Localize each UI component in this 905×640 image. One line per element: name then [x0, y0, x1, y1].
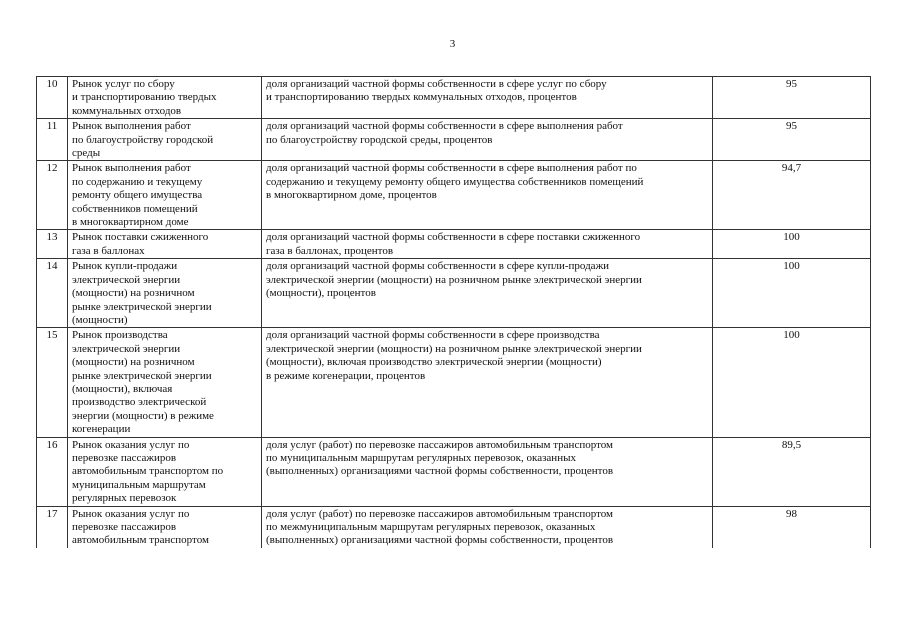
- indicator-line: доля организаций частной формы собственности в сфере выполнения работ: [266, 120, 623, 133]
- indicator-line: электрической энергии (мощности) на розничном рынке электрической энергии: [266, 273, 642, 286]
- indicator-line: доля организаций частной формы собственности в сфере поставки сжиженного: [266, 231, 641, 244]
- row-number-cell: 14: [37, 259, 68, 328]
- market-name-line: Рынок оказания услуг по: [72, 438, 190, 451]
- indicator-cell: [262, 259, 713, 328]
- table-row: [37, 77, 871, 119]
- market-name-line: по содержанию и текущему: [72, 175, 203, 188]
- market-name-line: перевозке пассажиров: [72, 521, 177, 533]
- market-name-cell: [68, 328, 262, 437]
- page-number: 3: [449, 38, 456, 50]
- market-name-line: автомобильным транспортом: [72, 534, 209, 547]
- market-name-cell: [68, 161, 262, 230]
- row-number-cell: 13: [37, 230, 68, 259]
- market-name-line: ремонту общего имущества: [72, 189, 203, 202]
- indicator-line: по муниципальным маршрутам регулярных перевозок, оказанных: [266, 451, 576, 464]
- target-value-cell: 89,5: [713, 437, 871, 506]
- market-name-line: в многоквартирном доме: [72, 216, 189, 229]
- target-value-cell: 100: [713, 259, 871, 328]
- indicator-line: в режиме когенерации, процентов: [266, 369, 426, 382]
- table-row: [37, 437, 871, 506]
- indicator-line: (выполненных) организациями частной формы собственности, процентов: [266, 534, 614, 547]
- market-name-line: Рынок выполнения работ: [72, 162, 191, 175]
- indicator-line: доля организаций частной формы собственности в сфере услуг по сбору: [266, 78, 607, 90]
- market-name-line: регулярных перевозок: [72, 492, 177, 505]
- target-value-cell: 94,7: [713, 161, 871, 230]
- indicator-line: содержанию и текущему ремонту общего имущества собственников помещений: [266, 175, 644, 188]
- indicator-line: газа в баллонах, процентов: [266, 244, 394, 257]
- target-value-cell: 95: [713, 77, 871, 119]
- market-name-line: когенерации: [72, 423, 131, 436]
- market-name-line: энергии (мощности) в режиме: [72, 409, 214, 422]
- indicator-cell: [262, 230, 713, 259]
- row-number-cell: 15: [37, 328, 68, 437]
- indicator-line: доля организаций частной формы собственности в сфере купли-продажи: [266, 260, 610, 273]
- market-name-line: рынке электрической энергии: [72, 369, 212, 382]
- indicator-cell: [262, 119, 713, 161]
- market-name-line: Рынок производства: [72, 329, 168, 342]
- market-name-line: по благоустройству городской: [72, 133, 214, 146]
- markets-table: [36, 76, 871, 548]
- market-name-line: (мощности) на розничном: [72, 287, 195, 300]
- market-name-line: (мощности) на розничном: [72, 356, 195, 369]
- market-name-cell: [68, 437, 262, 506]
- indicator-cell: [262, 161, 713, 230]
- market-name-line: Рынок поставки сжиженного: [72, 231, 209, 244]
- target-value-cell: 100: [713, 328, 871, 437]
- market-name-line: Рынок оказания услуг по: [72, 507, 190, 520]
- market-name-line: (мощности), включая: [72, 382, 173, 395]
- market-name-cell: [68, 259, 262, 328]
- market-name-line: Рынок выполнения работ: [72, 120, 191, 133]
- market-name-line: муниципальным маршрутам: [72, 478, 206, 491]
- market-name-line: производство электрической: [72, 396, 207, 409]
- indicator-cell: [262, 437, 713, 506]
- market-name-line: Рынок услуг по сбору: [72, 78, 175, 90]
- market-name-line: (мощности): [72, 313, 128, 326]
- indicator-line: доля организаций частной формы собственности в сфере производства: [266, 329, 600, 342]
- indicator-line: (мощности), включая производство электрической энергии (мощности): [266, 356, 602, 369]
- market-name-line: газа в баллонах: [72, 244, 145, 257]
- table-body: [37, 77, 871, 548]
- target-value-cell: 100: [713, 230, 871, 259]
- market-name-cell: [68, 506, 262, 548]
- indicator-line: по благоустройству городской среды, процентов: [266, 133, 493, 146]
- indicator-line: доля услуг (работ) по перевозке пассажиров автомобильным транспортом: [266, 438, 613, 451]
- market-name-line: коммунальных отходов: [72, 104, 182, 117]
- indicator-cell: [262, 77, 713, 119]
- indicator-line: по межмуниципальным маршрутам регулярных перевозок, оказанных: [266, 521, 596, 533]
- indicator-cell: [262, 328, 713, 437]
- market-name-line: среды: [72, 147, 101, 160]
- indicator-line: доля организаций частной формы собственности в сфере выполнения работ по: [266, 162, 637, 175]
- indicator-cell: [262, 506, 713, 548]
- market-name-line: собственников помещений: [72, 202, 198, 215]
- indicator-line: (выполненных) организациями частной формы собственности, процентов: [266, 465, 614, 478]
- market-name-line: автомобильным транспортом по: [72, 465, 224, 478]
- table-row: [37, 119, 871, 161]
- market-name-line: рынке электрической энергии: [72, 300, 212, 313]
- table-row: [37, 506, 871, 548]
- market-name-cell: [68, 119, 262, 161]
- table-row: [37, 161, 871, 230]
- table-row: [37, 230, 871, 259]
- market-name-line: перевозке пассажиров: [72, 451, 177, 464]
- row-number-cell: 16: [37, 437, 68, 506]
- market-name-line: Рынок купли-продажи: [72, 260, 178, 273]
- row-number-cell: 10: [37, 77, 68, 119]
- indicator-line: доля услуг (работ) по перевозке пассажиров автомобильным транспортом: [266, 507, 613, 520]
- row-number-cell: 11: [37, 119, 68, 161]
- market-name-line: электрической энергии: [72, 342, 181, 355]
- table-row: [37, 328, 871, 437]
- target-value-cell: 98: [713, 506, 871, 548]
- market-name-cell: [68, 77, 262, 119]
- row-number-cell: 12: [37, 161, 68, 230]
- target-value-cell: 95: [713, 119, 871, 161]
- table-row: [37, 259, 871, 328]
- indicator-line: в многоквартирном доме, процентов: [266, 189, 437, 202]
- market-name-cell: [68, 230, 262, 259]
- market-name-line: электрической энергии: [72, 273, 181, 286]
- indicator-line: электрической энергии (мощности) на розничном рынке электрической энергии: [266, 342, 642, 355]
- indicator-line: (мощности), процентов: [266, 287, 376, 300]
- row-number-cell: 17: [37, 506, 68, 548]
- market-name-line: и транспортированию твердых: [72, 91, 217, 104]
- indicator-line: и транспортированию твердых коммунальных отходов, процентов: [266, 91, 577, 104]
